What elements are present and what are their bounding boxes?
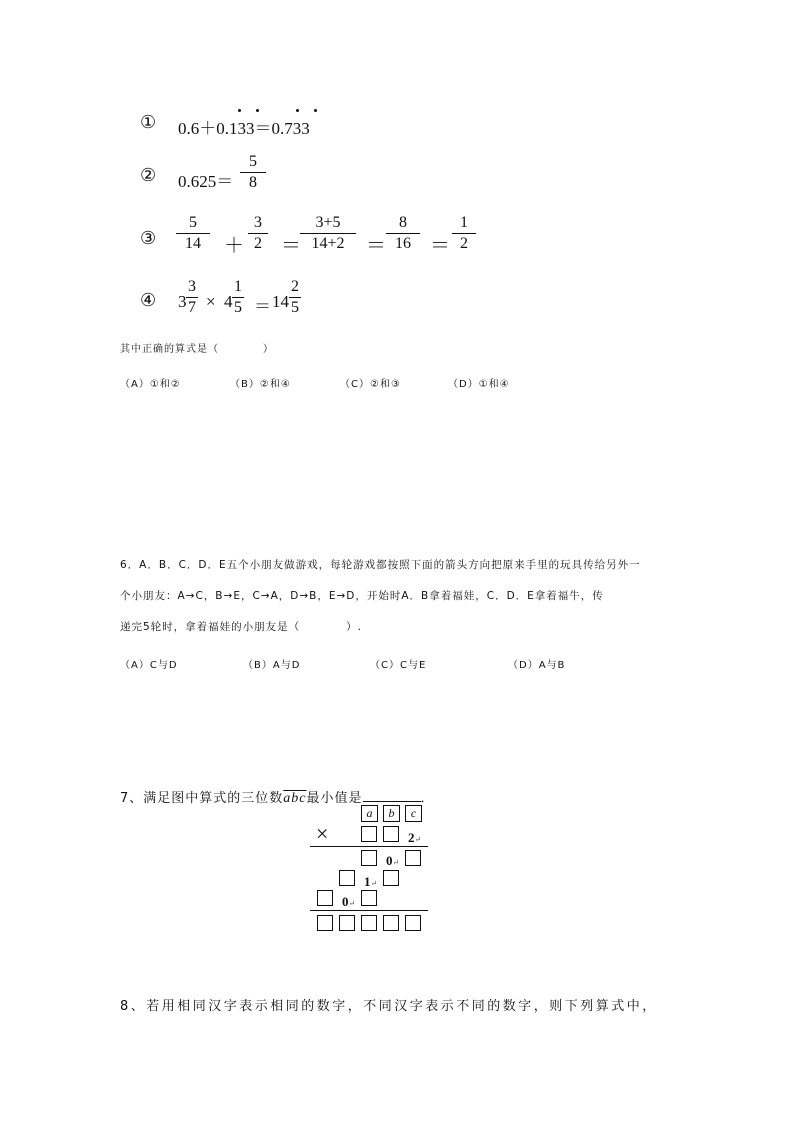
fraction: 3 7 bbox=[188, 278, 196, 316]
digit-2: 2↵ bbox=[408, 830, 422, 845]
repeat-dot bbox=[238, 109, 241, 112]
times-sign: × bbox=[316, 821, 329, 846]
fraction: 3 2 bbox=[248, 214, 268, 253]
marker-4: ④ bbox=[140, 290, 157, 310]
letter-box-b: b bbox=[383, 805, 400, 822]
rule-line bbox=[310, 846, 428, 847]
letter-box-a: a bbox=[361, 805, 378, 822]
digit-box bbox=[361, 826, 377, 842]
plus-sign: ＋ bbox=[224, 235, 244, 257]
rule-line bbox=[310, 910, 428, 911]
digit-box bbox=[405, 915, 421, 931]
digit-box bbox=[383, 826, 399, 842]
q6-line-2: 个小朋友：A→C，B→E，C→A，D→B，E→D，开始时A．B拿着福娃，C．D．E拿着福牛，传 bbox=[120, 590, 604, 602]
q6-option-d: （D）A与B bbox=[508, 660, 566, 671]
repeat-dot bbox=[296, 109, 299, 112]
digit-box bbox=[383, 870, 399, 886]
repeat-dot bbox=[314, 109, 317, 112]
fraction: 8 16 bbox=[386, 214, 420, 253]
digit-0: 0↵ bbox=[342, 894, 356, 909]
digit-box bbox=[361, 915, 377, 931]
equals-sign: ＝ bbox=[281, 235, 301, 257]
digit-box bbox=[361, 850, 377, 866]
fraction: 1 2 bbox=[452, 214, 476, 253]
equals-sign: ＝ bbox=[366, 235, 386, 257]
q5-option-a: （A）①和② bbox=[120, 379, 181, 390]
fraction-5-8: 5 8 bbox=[240, 153, 266, 192]
q6-option-a: （A）C与D bbox=[120, 660, 178, 671]
digit-box bbox=[383, 915, 399, 931]
q7-question: 7、满足图中算式的三位数$\overline{abc}$最小值是 ． bbox=[120, 791, 435, 806]
letter-box-c: c bbox=[405, 805, 422, 822]
q5-prompt: 其中正确的算式是（ ） bbox=[120, 344, 274, 355]
digit-box bbox=[361, 890, 377, 906]
digit-box bbox=[339, 870, 355, 886]
q5-option-b: （B）②和④ bbox=[230, 379, 291, 390]
q6-line-1: 6．A．B．C．D．E五个小朋友做游戏，每轮游戏都按照下面的箭头方向把原来手里的玩具传给另外一 bbox=[120, 559, 641, 571]
abc-overline: $\overline{abc}$ bbox=[283, 791, 307, 806]
fraction: 5 14 bbox=[176, 214, 210, 253]
digit-box bbox=[317, 890, 333, 906]
whole-number: 3 bbox=[178, 292, 187, 311]
expr-2-left: 0.625＝ bbox=[178, 172, 234, 191]
q8-question: 8、若用相同汉字表示相同的数字，不同汉字表示不同的数字，则下列算式中， bbox=[120, 999, 658, 1014]
q5-option-c: （C）②和③ bbox=[340, 379, 401, 390]
digit-box bbox=[339, 915, 355, 931]
whole-number: 14 bbox=[272, 292, 289, 311]
expr-1: 0.6＋0.133＝0.733 bbox=[178, 119, 310, 138]
fraction: 3+5 14+2 bbox=[300, 214, 356, 253]
marker-3: ③ bbox=[140, 228, 157, 248]
digit-1: 1↵ bbox=[364, 874, 378, 889]
equals-sign: ＝ bbox=[254, 297, 271, 316]
fraction: 2 5 bbox=[291, 278, 299, 316]
times-sign: × bbox=[206, 292, 216, 311]
digit-box bbox=[317, 915, 333, 931]
whole-number: 4 bbox=[224, 292, 233, 311]
equals-sign: ＝ bbox=[430, 235, 450, 257]
marker-1: ① bbox=[140, 112, 157, 132]
digit-0: 0↵ bbox=[386, 853, 400, 868]
q6-option-b: （B）A与D bbox=[243, 660, 301, 671]
marker-2: ② bbox=[140, 165, 157, 185]
digit-box bbox=[405, 850, 421, 866]
repeat-dot bbox=[256, 109, 259, 112]
q5-option-d: （D）①和④ bbox=[448, 379, 510, 390]
fraction: 1 5 bbox=[234, 278, 242, 316]
q6-line-3: 递完5轮时，拿着福娃的小朋友是（ ）. bbox=[120, 621, 363, 633]
q6-option-c: （C）C与E bbox=[370, 660, 427, 671]
